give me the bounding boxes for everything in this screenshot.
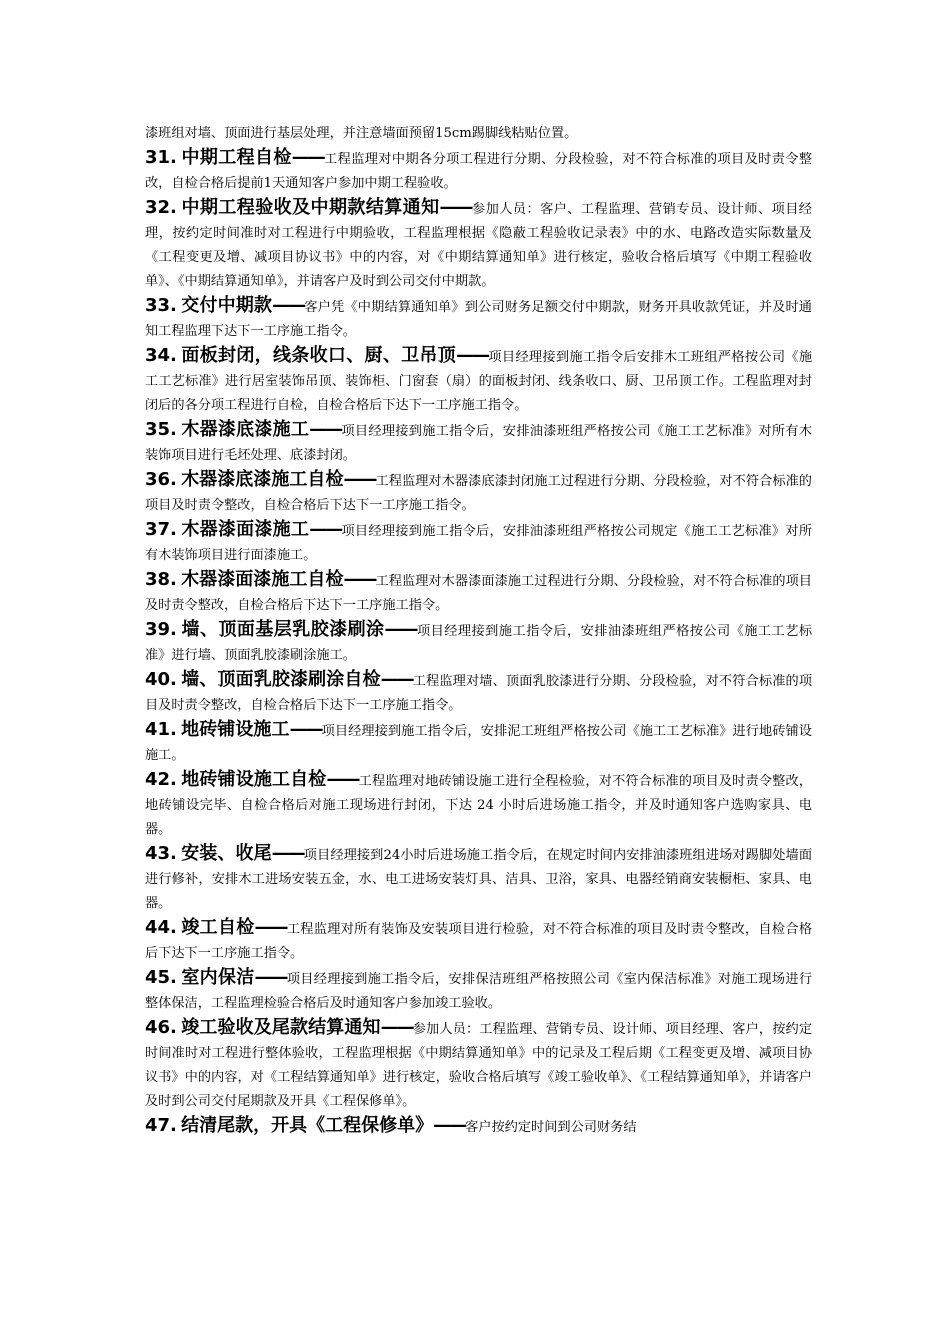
step-body: 工程监理对地砖铺设施工进行全程检验，对不符合标准的项目及时责令整改，地砖铺设完毕、自检合格后对施工现场进行封闭，下达 24 小时后进场施工指令，并及时通知客户选购家具、电器。 <box>145 774 813 837</box>
step-dash: —— <box>380 669 413 690</box>
step-body: 项目经理接到施工指令后，安排油漆班组严格按公司规定《施工工艺标准》对所有木装饰项目进行面漆施工。 <box>145 524 813 563</box>
step-dash: —— <box>272 295 305 316</box>
step-body: 参加人员：工程监理、营销专员、设计师、项目经理、客户，按约定时间准时对工程进行整体验收，工程监理根据《中期结算通知单》中的记录及工程后期《工程变更及增、减项目协议书》中的内容，对《工程结算通知单》进行核定，验收合格后填写《竣工验收单》、《工程结算通知单》，并请客户及时到公司交付尾期款及开具《工程保修单》。 <box>145 1022 813 1109</box>
step-dash: —— <box>326 769 359 790</box>
step-title: 地砖铺设施工 <box>181 719 290 740</box>
step-item <box>145 966 812 1016</box>
step-title: 中期工程验收及中期款结算通知 <box>181 197 440 218</box>
step-title: 木器漆面漆施工自检 <box>181 569 344 590</box>
step-body: 工程监理对木器漆底漆封闭施工过程进行分期、分段检验，对不符合标准的项目及时责令整改，自检合格后下达下一工序施工指令。 <box>145 474 812 513</box>
step-list <box>145 146 812 1140</box>
step-item <box>145 1016 812 1114</box>
step-title: 中期工程自检 <box>181 147 292 168</box>
step-number: 47. <box>145 1115 177 1136</box>
step-body: 工程监理对木器漆面漆施工过程进行分期、分段检验，对不符合标准的项目及时责令整改，自检合格后下达下一工序施工指令。 <box>145 574 812 613</box>
step-title: 墙、顶面乳胶漆刷涂自检 <box>181 669 381 690</box>
step-title: 木器漆底漆施工自检 <box>181 469 344 490</box>
step-item <box>145 418 812 468</box>
step-item <box>145 1114 812 1140</box>
step-body: 项目经理接到施工指令后，安排保洁班组严格按照公司《室内保洁标准》对施工现场进行整体保洁，工程监理检验合格后及时通知客户参加竣工验收。 <box>145 972 813 1011</box>
intro-paragraph: 漆班组对墙、顶面进行基层处理，并注意墙面预留15cm踢脚线粘贴位置。 <box>145 126 578 141</box>
step-number: 33. <box>145 295 177 316</box>
step-body: 工程监理对中期各分项工程进行分期、分段检验，对不符合标准的项目及时责令整改，自检合格后提前1天通知客户参加中期工程验收。 <box>145 152 813 191</box>
step-number: 34. <box>145 345 177 366</box>
step-item <box>145 468 812 518</box>
step-dash: —— <box>289 719 322 740</box>
step-title: 木器漆底漆施工 <box>181 419 310 440</box>
step-dash: —— <box>291 147 324 168</box>
step-item <box>145 668 812 718</box>
step-number: 40. <box>145 669 177 690</box>
step-title: 交付中期款 <box>181 295 273 316</box>
step-body: 项目经理接到施工指令后，安排油漆班组严格按公司《施工工艺标准》进行墙、顶面乳胶漆刷涂施工。 <box>145 624 813 663</box>
step-dash: —— <box>309 519 342 540</box>
step-dash: —— <box>254 967 287 988</box>
step-body: 客户按约定时间到公司财务结 <box>465 1120 637 1135</box>
step-dash: —— <box>456 345 489 366</box>
step-item <box>145 768 812 842</box>
step-item <box>145 718 812 768</box>
step-body: 项目经理接到施工指令后，安排泥工班组严格按公司《施工工艺标准》进行地砖铺设施工。 <box>145 724 812 763</box>
step-body: 项目经理接到24小时后进场施工指令后，在规定时间内安排油漆班组进场对踢脚处墙面进行修补，安排木工进场安装五金，水、电工进场安装灯具、洁具、卫浴，家具、电器经销商安装橱柜、家具、电器。 <box>145 848 813 911</box>
step-title: 竣工自检 <box>181 917 255 938</box>
step-body: 项目经理接到施工指令后安排木工班组严格按公司《施工工艺标准》进行居室装饰吊顶、装饰柜、门窗套（扇）的面板封闭、线条收口、厨、卫吊顶工作。工程监理对封闭后的各分项工程进行自检，自检合格后下达下一工序施工指令。 <box>145 350 813 413</box>
document-page <box>145 122 812 1140</box>
step-title: 木器漆面漆施工 <box>181 519 310 540</box>
step-title: 安装、收尾 <box>181 843 272 864</box>
step-dash: —— <box>254 917 287 938</box>
step-title: 面板封闭，线条收口、厨、卫吊顶 <box>181 345 457 366</box>
step-item <box>145 518 812 568</box>
step-item <box>145 916 812 966</box>
step-number: 35. <box>145 419 177 440</box>
step-number: 37. <box>145 519 177 540</box>
step-dash: —— <box>433 1115 466 1136</box>
step-dash: —— <box>309 419 342 440</box>
step-number: 36. <box>145 469 177 490</box>
step-number: 43. <box>145 843 177 864</box>
step-title: 室内保洁 <box>181 967 255 988</box>
step-dash: —— <box>384 619 417 640</box>
step-item <box>145 618 812 668</box>
step-dash: —— <box>271 843 304 864</box>
step-item <box>145 146 812 196</box>
step-number: 41. <box>145 719 177 740</box>
step-body: 项目经理接到施工指令后，安排油漆班组严格按公司《施工工艺标准》对所有木装饰项目进行毛坯处理、底漆封闭。 <box>145 424 813 463</box>
step-item <box>145 842 812 916</box>
step-title: 地砖铺设施工自检 <box>181 769 327 790</box>
step-dash: —— <box>439 197 472 218</box>
step-number: 44. <box>145 917 177 938</box>
step-number: 45. <box>145 967 177 988</box>
step-body: 工程监理对所有装饰及安装项目进行检验，对不符合标准的项目及时责令整改，自检合格后下达下一工序施工指令。 <box>145 922 813 961</box>
step-number: 32. <box>145 197 177 218</box>
step-body: 工程监理对墙、顶面乳胶漆进行分期、分段检验，对不符合标准的项目及时责令整改，自检合格后下达下一工序施工指令。 <box>145 674 813 713</box>
step-item <box>145 568 812 618</box>
step-dash: —— <box>343 569 376 590</box>
step-title: 竣工验收及尾款结算通知 <box>181 1017 381 1038</box>
step-dash: —— <box>343 469 376 490</box>
step-title: 墙、顶面基层乳胶漆刷涂 <box>181 619 385 640</box>
step-number: 42. <box>145 769 177 790</box>
step-item <box>145 294 812 344</box>
step-number: 46. <box>145 1017 177 1038</box>
step-item <box>145 344 812 418</box>
step-item <box>145 196 812 294</box>
step-title: 结清尾款，开具《工程保修单》 <box>181 1115 434 1136</box>
step-number: 39. <box>145 619 177 640</box>
step-number: 38. <box>145 569 177 590</box>
step-dash: —— <box>380 1017 413 1038</box>
step-body: 参加人员：客户、工程监理、营销专员、设计师、项目经理，按约定时间准时对工程进行中期验收，工程监理根据《隐蔽工程验收记录表》中的水、电路改造实际数量及《工程变更及增、减项目协议书》中的内容，对《中期结算通知单》进行核定，验收合格后填写《中期工程验收单》、《中期结算通知单》，并请客户及时到公司交付中期款。 <box>145 202 812 289</box>
step-body: 客户凭《中期结算通知单》到公司财务足额交付中期款，财务开具收款凭证，并及时通知工程监理下达下一工序施工指令。 <box>145 300 812 339</box>
step-number: 31. <box>145 147 177 168</box>
